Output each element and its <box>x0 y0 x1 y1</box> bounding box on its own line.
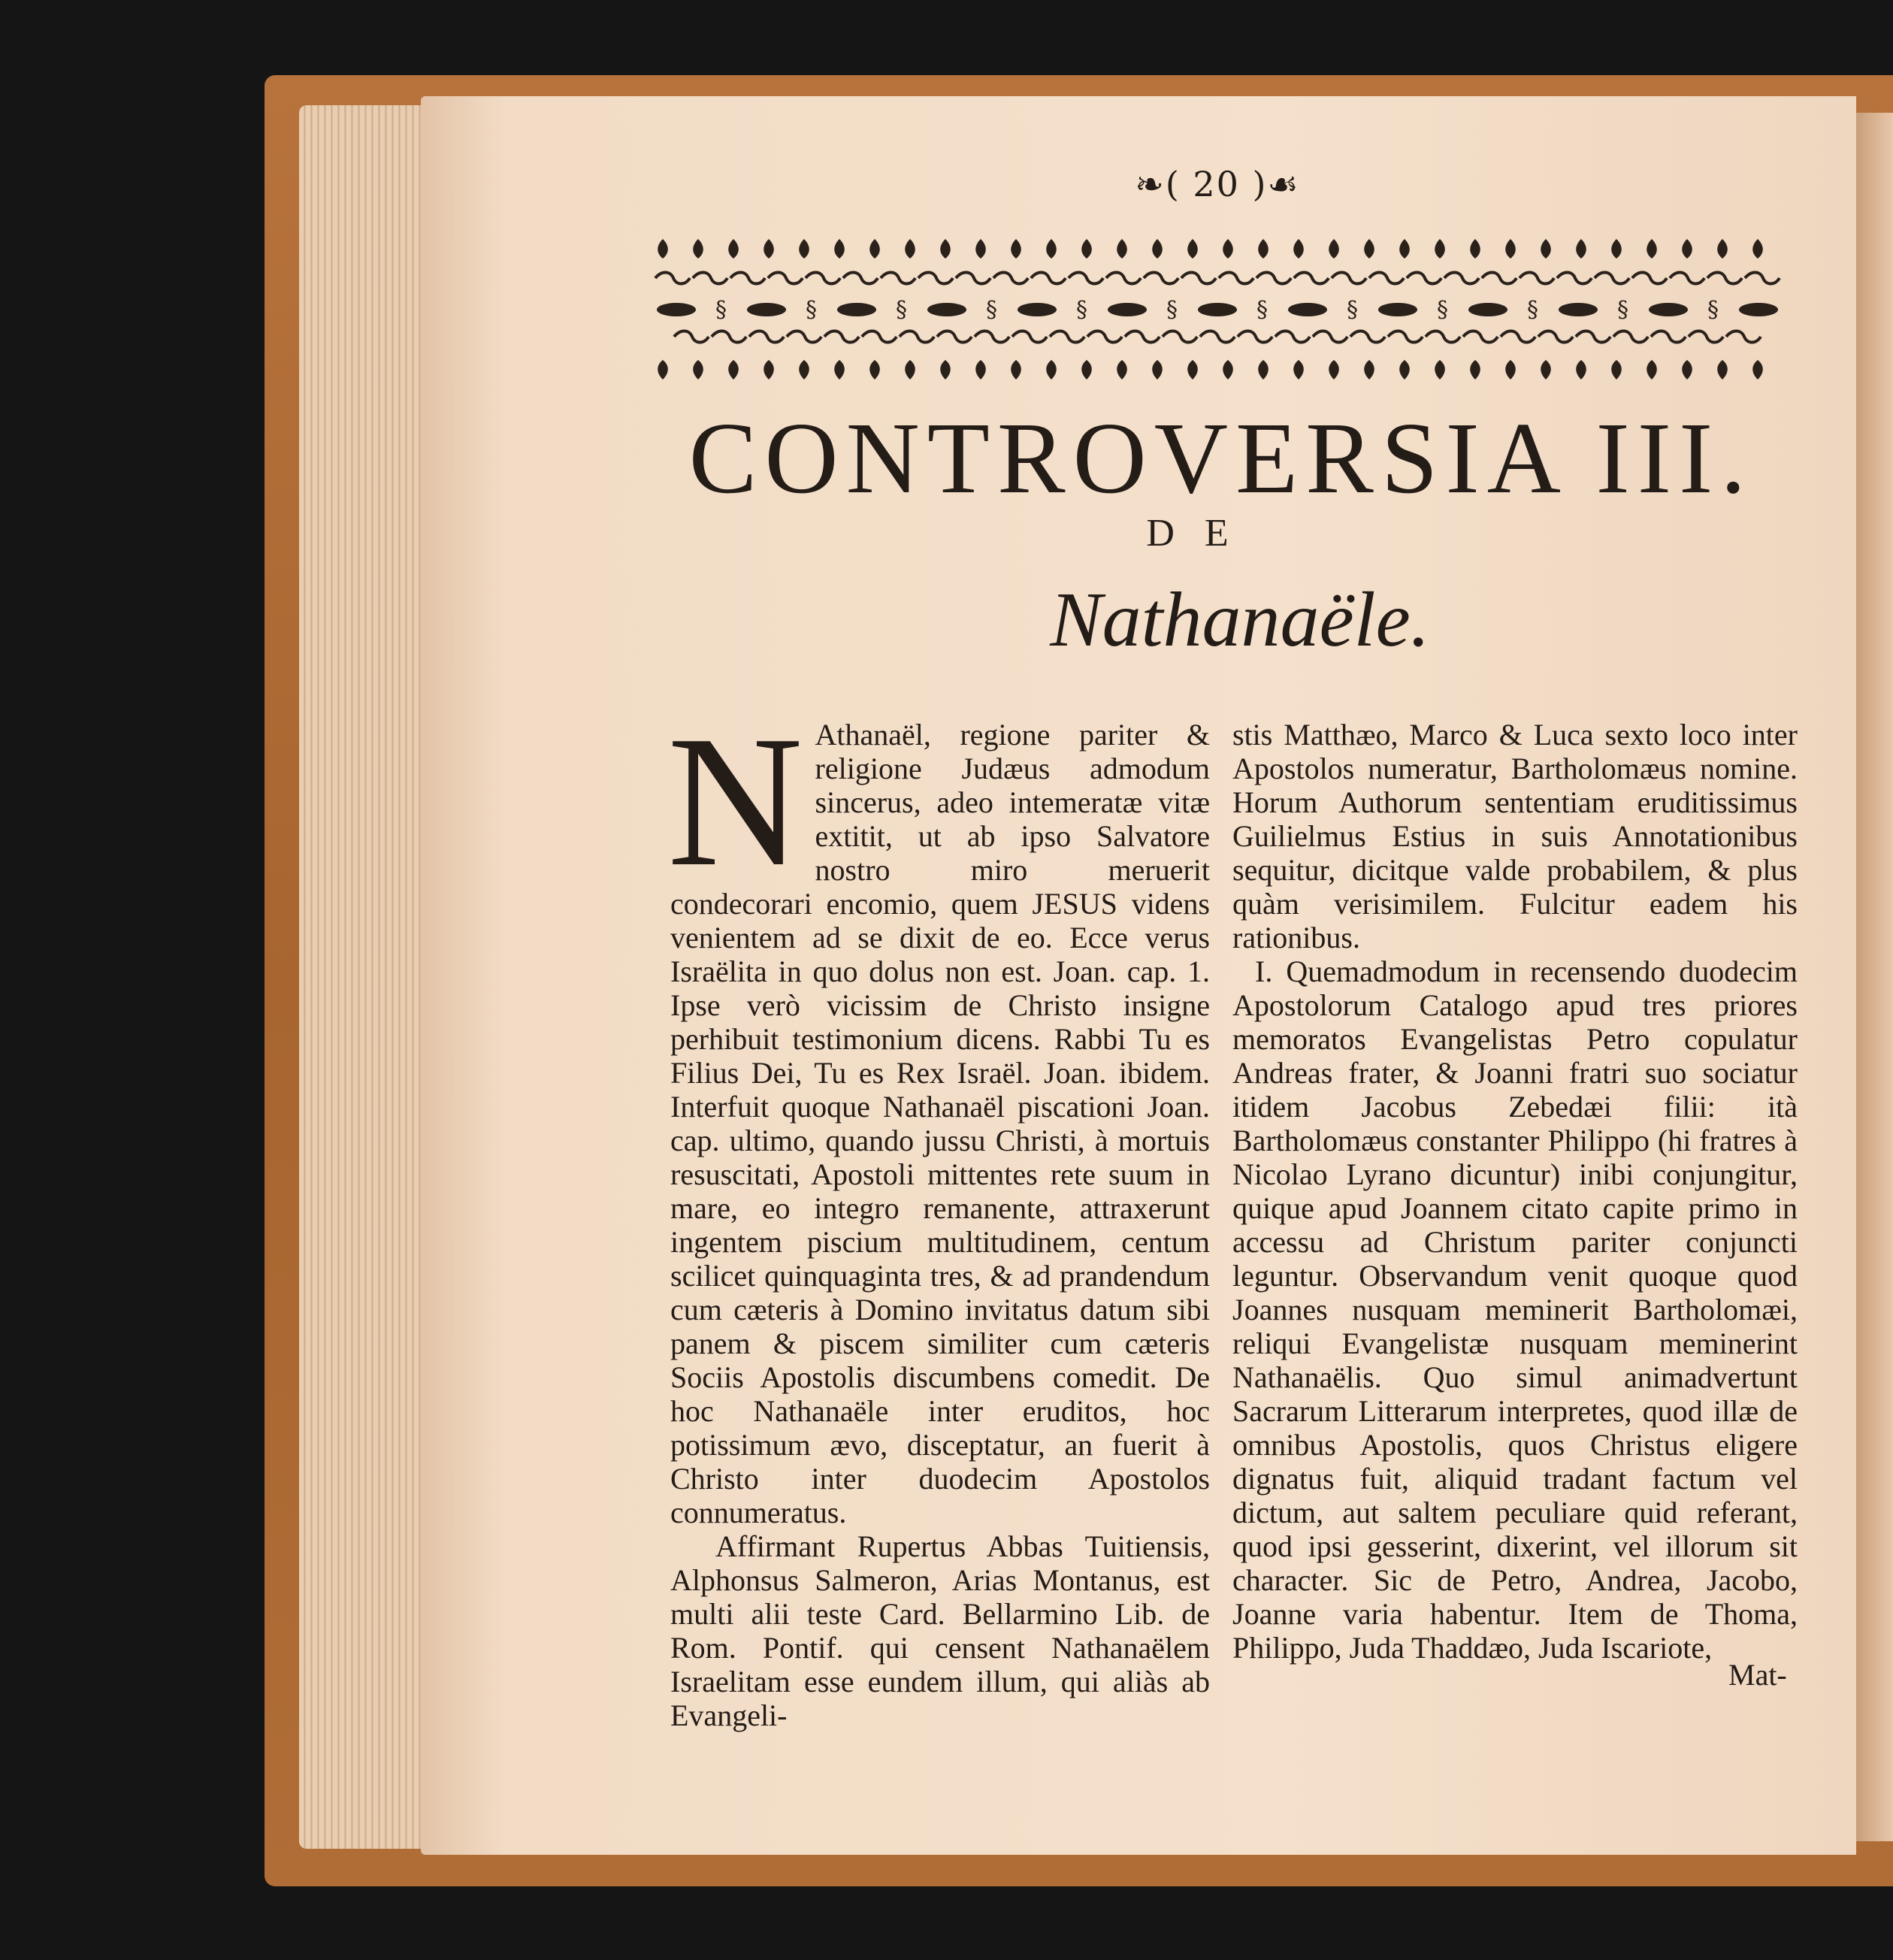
paragraph: Affirmant Rupertus Abbas Tuitiensis, Alphonsus Salmeron, Arias Montanus, est multi alii teste Card. Bellarmino Lib. de Rom. Pontif. qui censent Nathanaëlem Israelitam esse eundem illum, qui aliàs ab Evangeli- <box>670 1529 1210 1732</box>
svg-text:§: § <box>1256 297 1268 323</box>
svg-text:§: § <box>896 297 907 323</box>
svg-text:§: § <box>986 297 997 323</box>
page-number-ornament-right: ☙ <box>1267 164 1300 204</box>
subtitle-name: Nathanaële. <box>1050 576 1430 663</box>
svg-text:§: § <box>715 297 727 323</box>
svg-text:§: § <box>1076 297 1087 323</box>
paragraph: I. Quemadmodum in recensendo duodecim Apostolorum Catalogo apud tres priores memoratos Evangelistas Petro copulatur Andreas frater, & Joanni fratri suo sociatur itidem Jacobus Zebedæi filii: ità Bartholomæus constanter Philippo (hi fratres à Nicolao Lyrano dicuntur) inibi conjungitur, quique apud Joannem citato capite primo in accessu ad Christum pariter conjuncti leguntur. Observandum venit quoque quod Joannes nusquam meminerit Bartholomæi, reliqui Evangelistæ nusquam meminerint Nathanaëlis. Quo simul animadvertunt Sacrarum Litterarum interpretes, quod illæ de omnibus Apostolis, quos Christus eligere dignatus fuit, aliquid tradant factum vel dictum, aut saltem peculiare quid referant, quod ipsi gesserint, dixerint, vel illorum sit character. Sic de Petro, Andrea, Jacobo, Joanne varia habentur. Item de Thoma, Philippo, Juda Thaddæo, Juda Iscariote, <box>1232 954 1798 1665</box>
text-column-right <box>1232 718 1798 1665</box>
drop-cap: N <box>667 697 803 906</box>
chapter-title: CONTROVERSIA III. <box>688 402 1754 515</box>
catchword: Mat- <box>1728 1658 1787 1692</box>
svg-text:§: § <box>1437 297 1448 323</box>
text-column-left <box>667 697 1210 1732</box>
paragraph: stis Matthæo, Marco & Luca sexto loco inter Apostolos numeratur, Bartholomæus nomine. Horum Authorum sententiam eruditissimus Guilielmus Estius in suis Annotationibus sequitur, dicitque valde probabilem, & plus quàm verisimilem. Fulcitur eadem his rationibus. <box>1232 718 1798 954</box>
page-number-ornament-left: ❧ <box>1135 164 1166 204</box>
facing-page-edge <box>1856 113 1893 1841</box>
ornament-band <box>654 225 1781 383</box>
svg-text:§: § <box>806 297 817 323</box>
svg-text:§: § <box>1166 297 1178 323</box>
paragraph: Athanaël, regione pariter & religione Judæus admodum sincerus, adeo intemeratæ vitæ extitit, ut ab ipso Salvatore nostro miro meruerit condecorari encomio, quem JESUS videns venientem ad se dixit de eo. Ecce verus Israëlita in quo dolus non est. Joan. cap. 1. Ipse verò vicissim de Christo insigne perhibuit testimonium dicens. Rabbi Tu es Filius Dei, Tu es Rex Israël. Joan. ibidem. Interfuit quoque Nathanaël piscationi Joan. cap. ultimo, quando jussu Christi, à mortuis resuscitati, Apostoli mittentes rete suum in mare, eo integro remanente, attraxerunt ingentem piscium multitudinem, centum scilicet quinquaginta tres, & ad prandendum cum cæteris à Domino invitatus datum sibi panem & piscem similiter cum cæteris Sociis Apostolis discumbens comedit. De hoc Nathanaële inter eruditos, hoc potissimum ævo, disceptatur, an fuerit à Christo inter duodecim Apostolos connumeratus. <box>670 718 1210 1529</box>
svg-text:§: § <box>1527 297 1538 323</box>
svg-text:§: § <box>1617 297 1628 323</box>
page-number <box>1105 164 1330 204</box>
page-number-text: ( 20 ) <box>1165 164 1268 204</box>
svg-text:§: § <box>1707 297 1719 323</box>
svg-text:§: § <box>1347 297 1358 323</box>
subtitle-de: DE <box>1146 512 1259 555</box>
